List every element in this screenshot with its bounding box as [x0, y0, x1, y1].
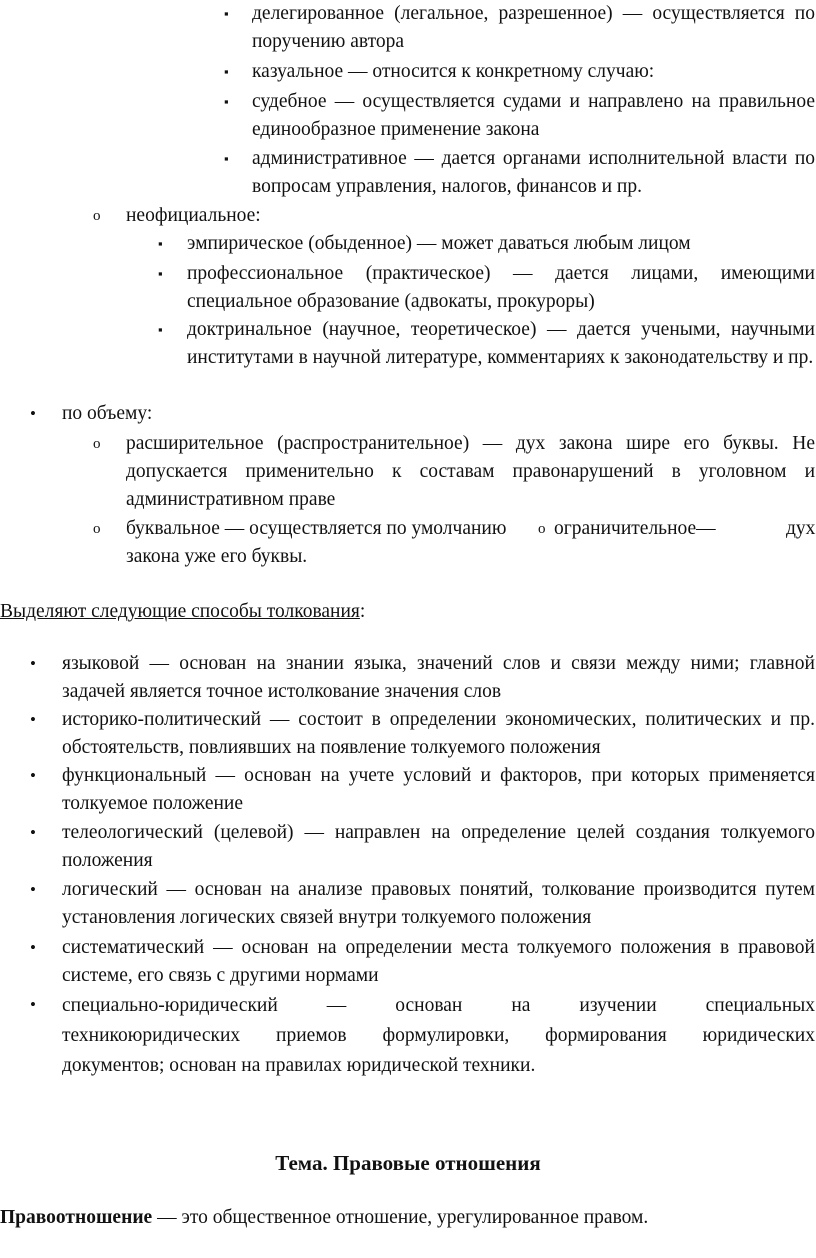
definition-text: — это общественное отношение, урегулированное правом. [152, 1207, 649, 1228]
square-bullet-icon: ▪ [224, 64, 229, 79]
bullet-icon: • [30, 880, 36, 899]
list-item: доктринальное (научное, теоретическое) — дается учеными, научными институтами в научной литературе, комментариях к законодательству и пр. [187, 319, 815, 368]
list-item-text: буквальное — осуществляется по умолчанию [126, 518, 507, 539]
bullet-icon: • [30, 404, 36, 423]
topic-heading: Тема. Правовые отношения [275, 1151, 541, 1175]
bullet-icon: • [30, 710, 36, 729]
list-item [62, 991, 815, 1081]
list-item: функциональный — основан на учете условий и факторов, при которых применяется толкуемое положение [62, 765, 815, 814]
square-bullet-icon: ▪ [224, 6, 229, 21]
section-intro-text: Выделяют следующие способы толкования [0, 601, 360, 622]
list-item: профессиональное (практическое) — дается лицами, имеющими специальное образование (адвокаты, прокуроры) [187, 263, 815, 312]
bullet-icon: • [30, 995, 36, 1014]
definition-term: Правоотношение [0, 1207, 153, 1228]
list-item: расширительное (распространительное) — дух закона шире его буквы. Не допускается применительно к составам правонарушений в уголовном и административном праве [126, 433, 815, 510]
list-item: по объему: [62, 403, 153, 424]
bullet-icon: • [30, 654, 36, 673]
square-bullet-icon: ▪ [224, 151, 229, 166]
bullet-icon: • [30, 938, 36, 957]
list-item-line: техникоюридических приемов формулировки, формирования юридических [62, 1025, 815, 1046]
list-item: судебное — осуществляется судами и направлено на правильное единообразное применение закона [252, 91, 815, 140]
circle-bullet-icon: o [93, 436, 101, 452]
definition-paragraph [0, 1204, 648, 1232]
list-item: казуальное — относится к конкретному случаю: [252, 61, 655, 82]
list-item: логический — основан на анализе правовых понятий, толкование производится путем установления логических связей внутри толкуемого положения [62, 879, 815, 928]
list-item: эмпирическое (обыденное) — может даваться любым лицом [187, 233, 691, 254]
list-item: языковой — основан на знании языка, значений слов и связи между ними; главной задачей является точное истолкование значения слов [62, 653, 815, 702]
list-item-text: дух [786, 518, 816, 539]
circle-bullet-icon: o [93, 208, 101, 224]
list-item-text: ограничительное— [554, 518, 716, 539]
section-intro-colon: : [359, 601, 366, 622]
list-item-text: закона уже его буквы. [126, 546, 308, 567]
circle-bullet-icon: o [93, 521, 101, 537]
list-item: делегированное (легальное, разрешенное) — осуществляется по поручению автора [252, 3, 815, 52]
bullet-icon: • [30, 823, 36, 842]
section-intro [0, 598, 365, 626]
list-item: телеологический (целевой) — направлен на определение целей создания толкуемого положения [62, 822, 815, 871]
list-item-line: документов; основан на правилах юридической техники. [62, 1055, 536, 1076]
square-bullet-icon: ▪ [224, 94, 229, 109]
list-item: систематический — основан на определении места толкуемого положения в правовой системе, его связь с другими нормами [62, 937, 815, 986]
circle-bullet-icon: o [538, 521, 546, 537]
list-item: административное — дается органами исполнительной власти по вопросам управления, налогов, финансов и пр. [252, 148, 815, 197]
list-item: неофициальное: [126, 205, 261, 226]
bullet-icon: • [30, 766, 36, 785]
square-bullet-icon: ▪ [158, 322, 163, 337]
square-bullet-icon: ▪ [158, 266, 163, 281]
square-bullet-icon: ▪ [158, 236, 163, 251]
list-item-line: специально-юридический — основан на изучении специальных [62, 995, 815, 1016]
list-item: историко-политический — состоит в определении экономических, политических и пр. обстоятельств, повлиявших на появление толкуемого положения [62, 709, 815, 758]
